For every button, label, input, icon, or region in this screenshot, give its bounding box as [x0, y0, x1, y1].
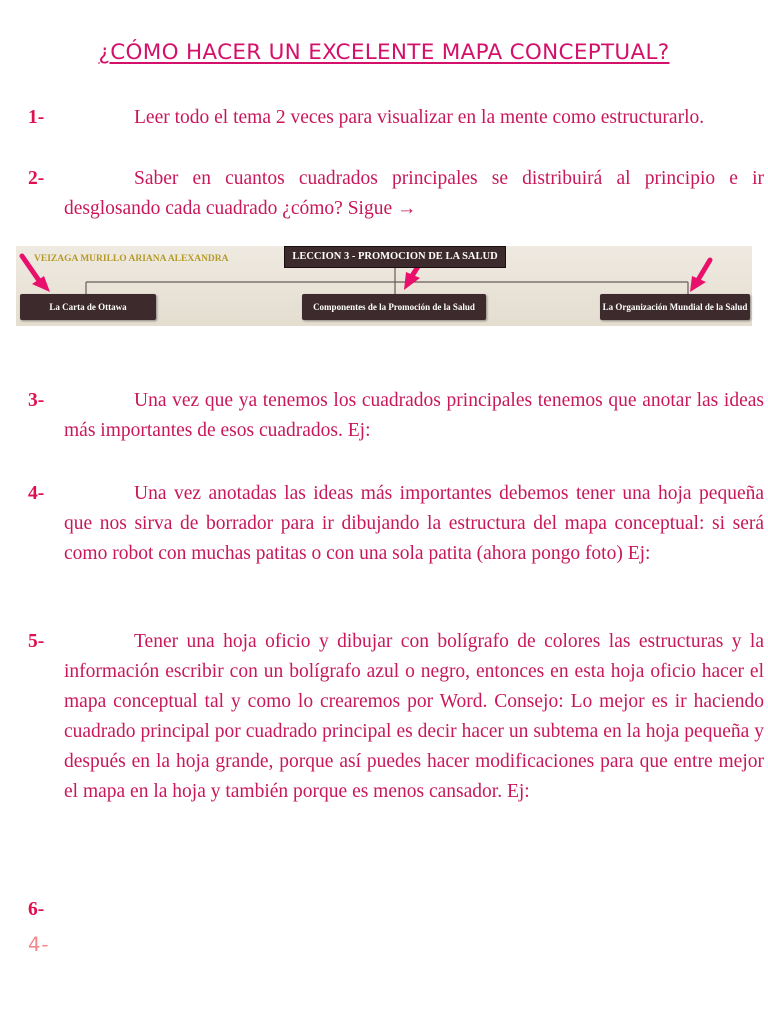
mindmap-image — [16, 246, 752, 326]
step-text: Una vez que ya tenemos los cuadrados principales tenemos que anotar las ideas más importantes de esos cuadrados. Ej: — [64, 390, 764, 441]
step-number: 1- — [28, 107, 45, 128]
step-6 — [28, 895, 738, 925]
step-3 — [28, 386, 764, 446]
step-text: Una vez anotadas las ideas más importantes debemos tener una hoja pequeña que nos sirva de borrador para ir dibujando la estructura del mapa conceptual: si será como robot con muchas patitas o con una sola patita (ahora pongo foto) Ej: — [64, 483, 764, 564]
arrow-icon — [690, 260, 710, 292]
mindmap-node: La Organización Mundial de la Salud — [600, 294, 750, 320]
mindmap-author: VEIZAGA MURILLO ARIANA ALEXANDRA — [34, 254, 229, 264]
step-text: Saber en cuantos cuadrados principales se distribuirá al principio e ir desglosando cada cuadrado ¿cómo? Sigue → — [64, 168, 764, 219]
step-2 — [28, 164, 764, 224]
step-number: 2- — [28, 168, 45, 189]
page-title: ¿CÓMO HACER UN EXCELENTE MAPA CONCEPTUAL? — [98, 40, 670, 65]
step-text: Leer todo el tema 2 veces para visualizar en la mente como estructurarlo. — [134, 107, 705, 128]
trailing-step-number: 4- — [28, 933, 50, 956]
mindmap-node: La Carta de Ottawa — [20, 294, 156, 320]
step-4 — [28, 479, 764, 599]
step-5 — [28, 627, 764, 867]
step-number: 6- — [28, 899, 45, 920]
mindmap-top-node: LECCION 3 - PROMOCION DE LA SALUD — [284, 246, 506, 268]
step-text: Tener una hoja oficio y dibujar con bolígrafo de colores las estructuras y la información escribir con un bolígrafo azul o negro, entonces en esta hoja oficio hacer el mapa conceptual tal y como lo crearemos por Word. Consejo: Lo mejor es ir haciendo cuadrado principal por cuadrado principal es decir hacer un subtema en la hoja pequeña y después en la hoja grande, porque así puedes hacer modificaciones para que entre mejor el mapa en la hoja y también porque es menos cansador. Ej: — [64, 631, 764, 802]
step-number: 3- — [28, 390, 45, 411]
step-1 — [28, 103, 738, 163]
step-number: 4- — [28, 483, 45, 504]
step-number: 5- — [28, 631, 45, 652]
mindmap-node: Componentes de la Promoción de la Salud — [302, 294, 486, 320]
